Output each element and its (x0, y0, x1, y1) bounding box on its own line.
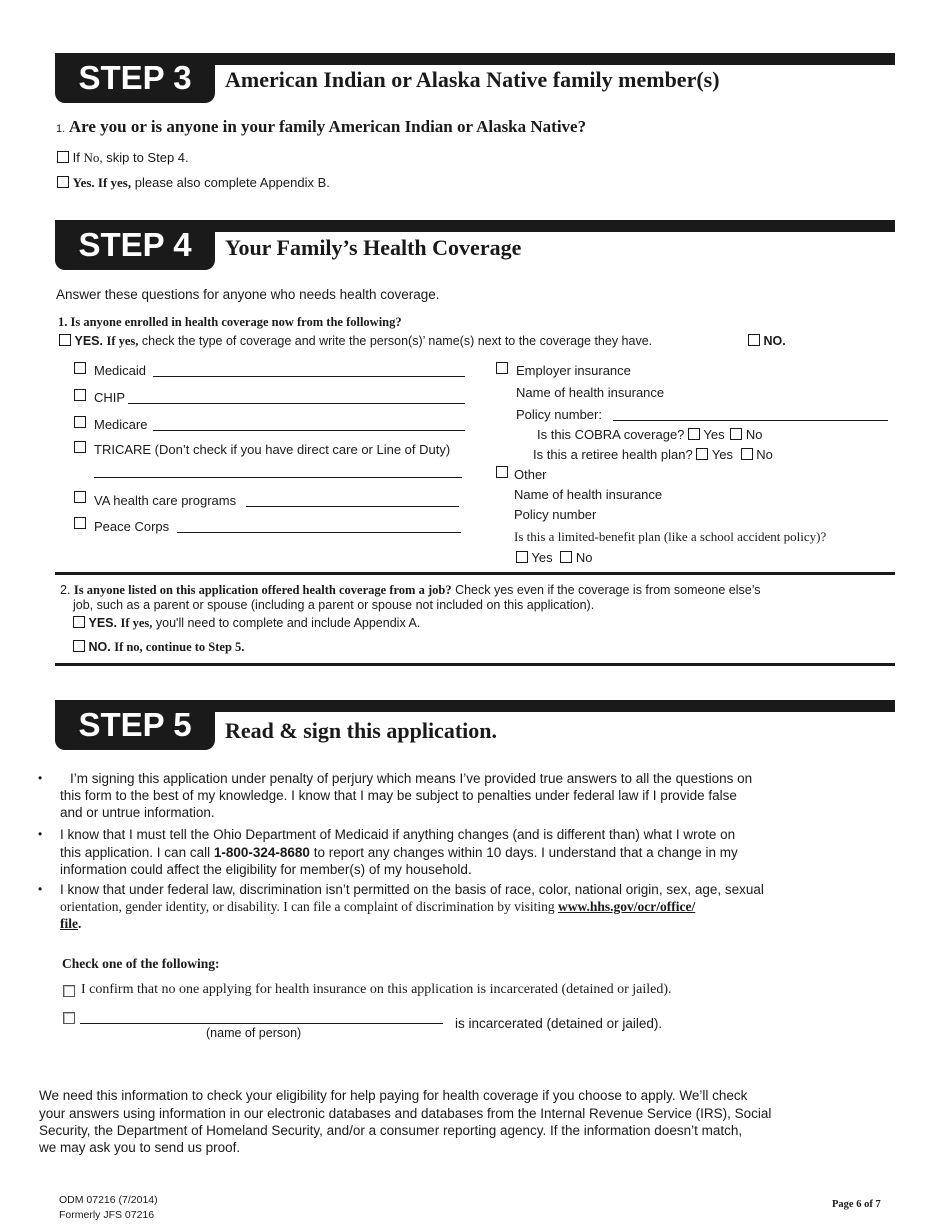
q2-yes-checkbox[interactable] (73, 616, 85, 628)
limited-benefit-question: Is this a limited-benefit plan (like a school accident policy)? (514, 529, 827, 544)
option-yes-label: Yes. If yes, (72, 175, 132, 190)
employer-insurance-checkbox[interactable] (496, 362, 508, 374)
q2-number: 2. (60, 583, 71, 597)
other-name-label: Name of health insurance (514, 487, 663, 502)
question-number: 1. (56, 123, 66, 135)
medicare-label: Medicare (94, 417, 148, 432)
bullet-3-period: . (78, 916, 82, 931)
hhs-link[interactable]: www.hhs.gov/ocr/office/ (558, 899, 696, 914)
q2-no-label: NO. (88, 640, 111, 654)
option-prefix: If (72, 150, 80, 165)
question-text: Are you or is anyone in your family American Indian or Alaska Native? (68, 117, 587, 136)
q1-no-checkbox[interactable] (748, 334, 760, 346)
step4-q1-yes-option[interactable] (59, 334, 652, 349)
bullet-2-line-1: I know that I must tell the Ohio Department of Medicaid if anything changes (and is different than) what I wrote on (60, 827, 736, 842)
person-incarcerated-checkbox[interactable] (63, 1012, 75, 1024)
page-number: Page 6 of 7 (832, 1199, 881, 1210)
q2-yes-label: YES. (88, 616, 117, 630)
bullet-2-line-2 (60, 844, 738, 861)
bullet-2-line-3: information could affect the eligibility for member(s) of my household. (60, 862, 472, 877)
retiree-question-text: Is this a retiree health plan? (533, 447, 693, 462)
tricare-name-line[interactable] (94, 477, 462, 478)
hhs-link-continued[interactable]: file (60, 916, 78, 931)
other-policy-label: Policy number (514, 507, 597, 522)
q2-yes-if: If yes, (120, 616, 153, 630)
formerly-form-id: Formerly JFS 07216 (59, 1209, 155, 1221)
cobra-question-text: Is this COBRA coverage? (537, 427, 685, 442)
check-one-heading: Check one of the following: (62, 956, 220, 971)
step4-intro: Answer these questions for anyone who needs health coverage. (56, 287, 440, 302)
q1-no-label: NO. (763, 334, 786, 348)
step3-tab: STEP 3 (55, 53, 215, 103)
bullet-1-line-3: and or untrue information. (60, 805, 215, 820)
q1-yes-if: If yes, (106, 334, 139, 348)
limited-no-label: No (575, 550, 593, 565)
footer-para-line-1: We need this information to check your eligibility for help paying for health coverage if you choose to apply. We’ll check (39, 1088, 748, 1103)
chip-label: CHIP (94, 390, 126, 405)
cobra-yes-checkbox[interactable] (688, 428, 700, 440)
tricare-checkbox[interactable] (74, 441, 86, 453)
bullet-3-marker: • (38, 882, 43, 896)
no-one-incarcerated-checkbox[interactable] (63, 985, 75, 997)
step3-no-checkbox[interactable] (57, 151, 69, 163)
q2-no-text: If no, continue to Step 5. (114, 640, 245, 654)
employer-policy-line[interactable] (613, 420, 888, 421)
bullet-3-text: orientation, gender identity, or disability. I can file a complaint of discrimination by visiting (60, 899, 555, 914)
retiree-yes-checkbox[interactable] (696, 448, 708, 460)
step3-option-yes[interactable] (57, 175, 330, 191)
bullet-2-text-a: this application. I can call (60, 845, 211, 860)
step3-question (56, 117, 586, 137)
medicaid-checkbox[interactable] (74, 362, 86, 374)
cobra-no-label: No (745, 427, 763, 442)
option-no-label: No, (83, 150, 103, 165)
phone-number: 1-800-324-8680 (213, 845, 310, 860)
cobra-yes-label: Yes (703, 427, 725, 442)
bullet-2-text-b: to report any changes within 10 days. I understand that a change in my (313, 845, 738, 860)
employer-insurance-label: Employer insurance (516, 363, 631, 378)
chip-name-line[interactable] (128, 403, 465, 404)
other-coverage-label: Other (514, 467, 547, 482)
form-id: ODM 07216 (7/2014) (59, 1194, 158, 1206)
limited-yes-checkbox[interactable] (516, 551, 528, 563)
step4-divider-top (55, 572, 895, 575)
limited-no-checkbox[interactable] (560, 551, 572, 563)
medicaid-name-line[interactable] (153, 376, 465, 377)
bullet-1-line-1: I’m signing this application under penalty of perjury which means I’ve provided true answers to all the questions on (70, 771, 753, 786)
step4-divider-bottom (55, 663, 895, 666)
bullet-3-line-1: I know that under federal law, discrimination isn’t permitted on the basis of race, color, national origin, sex, age, sexual (60, 882, 764, 897)
cobra-question (537, 427, 763, 442)
step3-yes-checkbox[interactable] (57, 176, 69, 188)
step4-q2-yes-option[interactable] (73, 616, 420, 631)
medicaid-label: Medicaid (94, 363, 147, 378)
q2-no-checkbox[interactable] (73, 640, 85, 652)
footer-para-line-3: Security, the Department of Homeland Security, and/or a consumer reporting agency. If the information doesn’t match, (39, 1123, 743, 1138)
cobra-no-checkbox[interactable] (730, 428, 742, 440)
step3-option-no[interactable] (57, 150, 189, 166)
medicare-name-line[interactable] (153, 430, 465, 431)
step4-q2-no-option[interactable] (73, 640, 244, 655)
q1-yes-label: YES. (74, 334, 103, 348)
va-label: VA health care programs (94, 493, 237, 508)
step4-title: Your Family’s Health Coverage (225, 235, 522, 260)
option-no-text: skip to Step 4. (106, 150, 189, 165)
q1-yes-checkbox[interactable] (59, 334, 71, 346)
step5-tab: STEP 5 (55, 700, 215, 750)
name-of-person-line[interactable] (80, 1023, 443, 1024)
q1-yes-text: check the type of coverage and write the person(s)’ name(s) next to the coverage they have. (141, 334, 653, 348)
peace-corps-checkbox[interactable] (74, 517, 86, 529)
limited-yes-label: Yes (531, 550, 553, 565)
employer-name-label: Name of health insurance (516, 385, 665, 400)
retiree-yes-label: Yes (711, 447, 733, 462)
va-checkbox[interactable] (74, 491, 86, 503)
q2-yes-text: you'll need to complete and include Appendix A. (155, 616, 421, 630)
other-coverage-checkbox[interactable] (496, 466, 508, 478)
footer-para-line-4: we may ask you to send us proof. (39, 1140, 241, 1155)
retiree-no-label: No (756, 447, 773, 462)
step4-q1-no-option[interactable] (748, 334, 786, 348)
step5-title: Read & sign this application. (225, 718, 497, 743)
bullet-2-marker: • (38, 827, 43, 841)
chip-checkbox[interactable] (74, 389, 86, 401)
bullet-1-marker: • (38, 771, 43, 785)
va-name-line[interactable] (246, 506, 459, 507)
step4-q2-line2: job, such as a parent or spouse (including a parent or spouse not included on this application). (73, 598, 595, 612)
retiree-question (533, 447, 773, 462)
peace-corps-name-line[interactable] (177, 532, 461, 533)
peace-corps-label: Peace Corps (94, 519, 170, 534)
medicare-checkbox[interactable] (74, 416, 86, 428)
step4-q2-line1 (60, 583, 761, 598)
name-of-person-caption: (name of person) (206, 1026, 302, 1040)
bullet-3-line-3 (60, 915, 81, 932)
incarcerated-text: is incarcerated (detained or jailed). (455, 1016, 663, 1031)
bullet-1-line-2: this form to the best of my knowledge. I know that I may be subject to penalties under federal law if I provide false (60, 788, 737, 803)
step4-q1: 1. Is anyone enrolled in health coverage now from the following? (58, 315, 402, 329)
step4-tab: STEP 4 (55, 220, 215, 270)
step3-title: American Indian or Alaska Native family member(s) (225, 67, 720, 92)
retiree-no-checkbox[interactable] (741, 448, 753, 460)
limited-benefit-options (516, 550, 592, 565)
employer-policy-label: Policy number: (516, 407, 602, 422)
tricare-label: TRICARE (Don’t check if you have direct care or Line of Duty) (94, 442, 451, 457)
option-yes-text: please also complete Appendix B. (134, 175, 330, 190)
q2-note: Check yes even if the coverage is from someone else’s (455, 583, 761, 597)
footer-para-line-2: your answers using information in our electronic databases and databases from the Internal Revenue Service (IRS), Social (39, 1106, 772, 1121)
bullet-3-line-2 (60, 898, 695, 915)
no-one-incarcerated-text: I confirm that no one applying for health insurance on this application is incarcerated (detained or jailed). (81, 982, 672, 997)
q2-question: Is anyone listed on this application offered health coverage from a job? (73, 583, 452, 597)
